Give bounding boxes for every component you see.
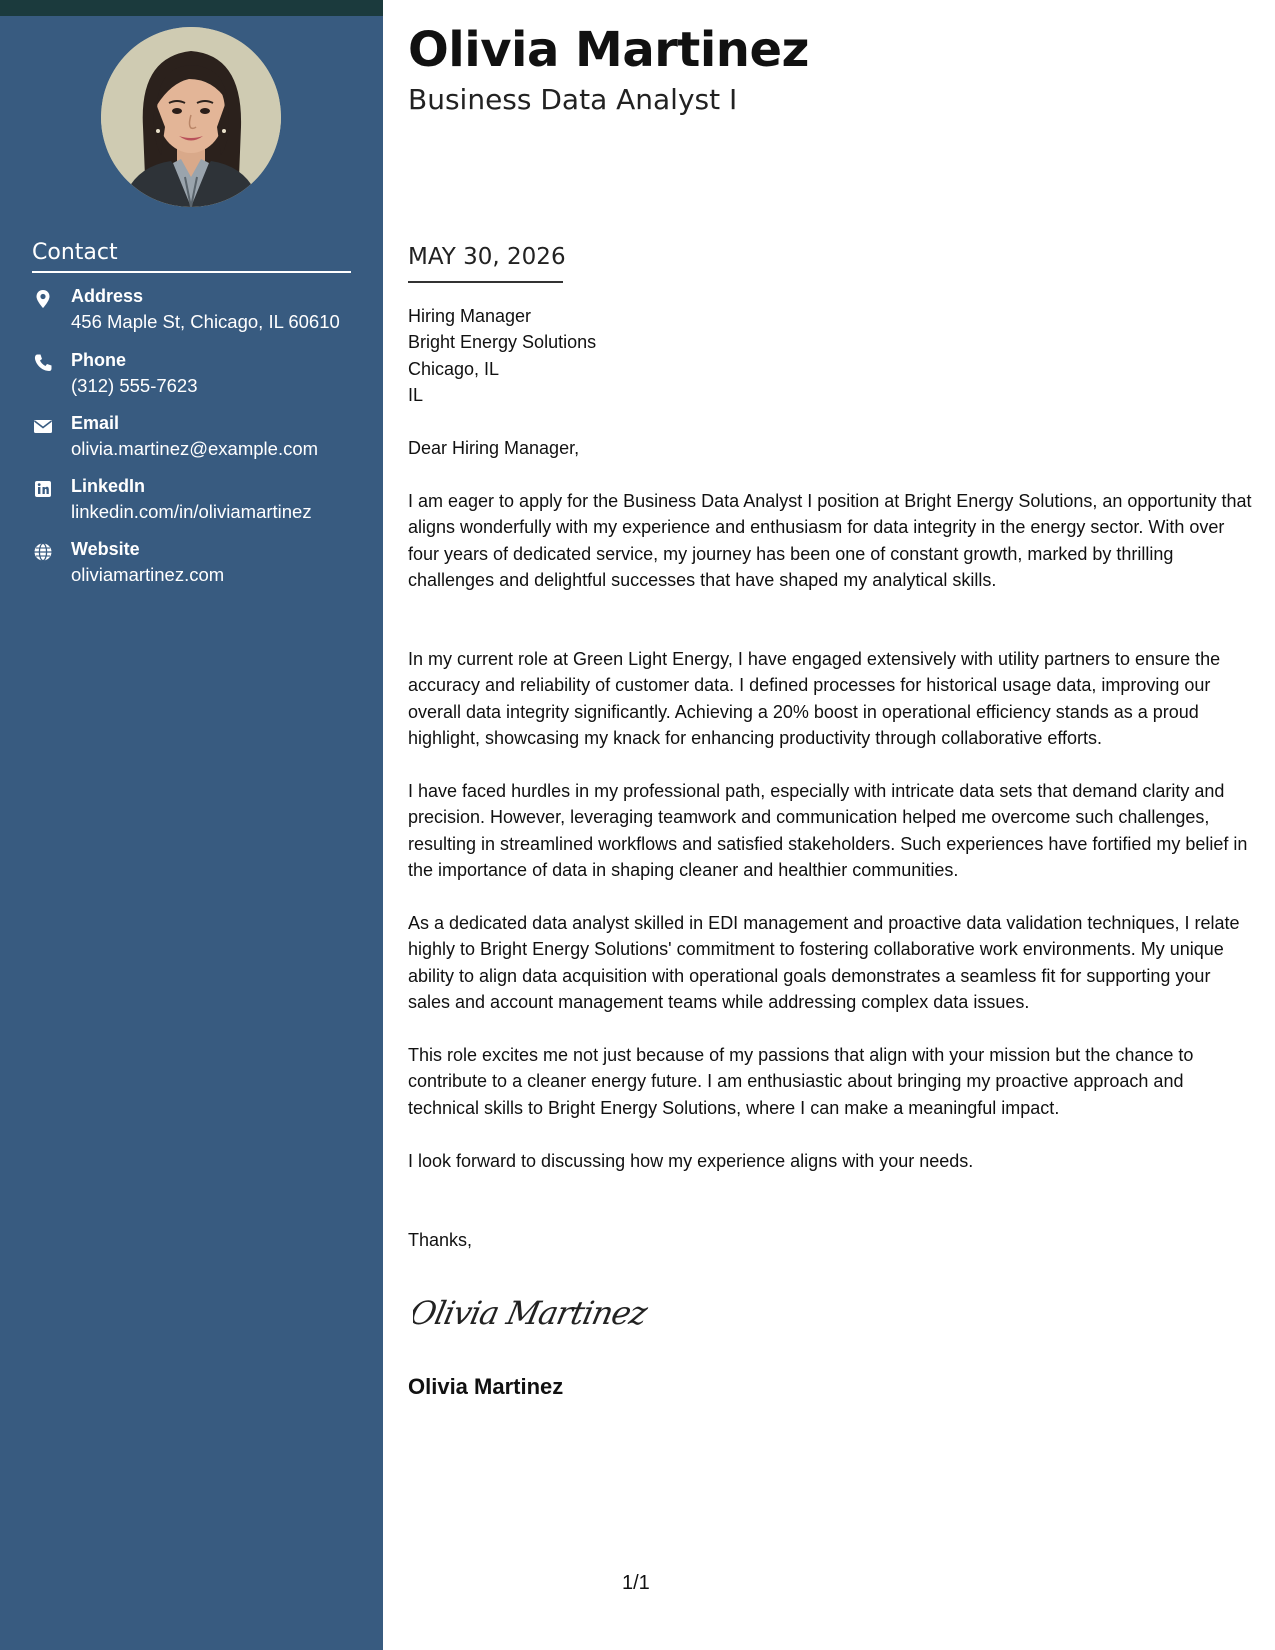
body-paragraph: I look forward to discussing how my experience aligns with your needs. [408, 1151, 974, 1171]
contact-email-label: Email [71, 413, 120, 433]
signed-name: Olivia Martinez [408, 1374, 564, 1399]
profile-photo [101, 27, 281, 207]
handwritten-signature [413, 1290, 673, 1336]
recipient-line: Bright Energy Solutions [408, 332, 597, 353]
location-pin-icon [32, 288, 54, 310]
contact-linkedin-label: LinkedIn [71, 476, 146, 496]
page-number: 1/1 [622, 1572, 650, 1594]
date-underline [408, 281, 563, 283]
body-paragraph: As a dedicated data analyst skilled in EDI management and proactive data validation techniques, I relate highly to Bright Energy Solutions' commitment to fostering collaborative work environments. My unique ability to align data acquisition with operational goals demonstrates a seamless fit for supporting your sales and account management teams while addressing complex data issues. [408, 913, 1240, 1012]
recipient-line: Hiring Manager [408, 306, 532, 326]
contact-linkedin-value[interactable]: linkedin.com/in/oliviamartinez [71, 501, 312, 522]
closing: Thanks, [408, 1230, 473, 1250]
globe-icon [32, 541, 54, 563]
contact-heading: Contact [32, 240, 118, 265]
contact-email [32, 413, 362, 465]
recipient-block [408, 303, 1253, 408]
contact-address-label: Address [71, 286, 144, 306]
applicant-name: Olivia Martinez [408, 22, 809, 78]
contact-linkedin [32, 476, 362, 528]
envelope-icon [32, 415, 54, 437]
phone-icon [32, 352, 54, 374]
sidebar-top-bar [0, 0, 383, 16]
contact-phone-label: Phone [71, 350, 127, 370]
contact-phone [32, 350, 362, 402]
linkedin-icon [32, 478, 54, 500]
contact-website-label: Website [71, 539, 140, 559]
job-title: Business Data Analyst I [408, 83, 738, 116]
recipient-line: Chicago, IL [408, 358, 500, 379]
contact-divider [32, 271, 351, 273]
signature-text: Olivia Martinez [413, 1294, 650, 1332]
body-paragraph: I have faced hurdles in my professional path, especially with intricate data sets that demand clarity and precision. However, leveraging teamwork and communication helped me overcome such challenges, resulting in streamlined workflows and satisfied stakeholders. Such experiences have fortified my belief in the importance of data in shaping cleaner and healthier communities. [408, 781, 1248, 880]
salutation: Dear Hiring Manager, [408, 438, 580, 458]
recipient-line: IL [408, 384, 424, 405]
sidebar [0, 0, 383, 1650]
letter-date: MAY 30, 2026 [408, 244, 566, 270]
contact-address [32, 286, 362, 338]
contact-website-value[interactable]: oliviamartinez.com [71, 564, 225, 585]
body-paragraph: I am eager to apply for the Business Data Analyst I position at Bright Energy Solutions, an opportunity that aligns wonderfully with my experience and enthusiasm for data integrity in the energy sector. With over four years of dedicated service, my journey has been one of constant growth, marked by thrilling challenges and delightful successes that have shaped my analytical skills. [408, 491, 1252, 590]
contact-address-value: 456 Maple St, Chicago, IL 60610 [71, 311, 340, 332]
contact-website [32, 539, 362, 591]
body-paragraph: This role excites me not just because of my passions that align with your mission but the chance to contribute to a cleaner energy future. I am enthusiastic about bringing my proactive approach and technical skills to Bright Energy Solutions, where I can make a meaningful impact. [408, 1045, 1194, 1118]
body-paragraph: In my current role at Green Light Energy, I have engaged extensively with utility partners to ensure the accuracy and reliability of customer data. I defined processes for historical usage data, improving our overall data integrity significantly. Achieving a 20% boost in operational efficiency stands as a proud highlight, showcasing my knack for enhancing productivity through collaborative efforts. [408, 649, 1221, 748]
contact-phone-value[interactable]: (312) 555-7623 [71, 375, 198, 396]
contact-email-value[interactable]: olivia.martinez@example.com [71, 438, 319, 459]
